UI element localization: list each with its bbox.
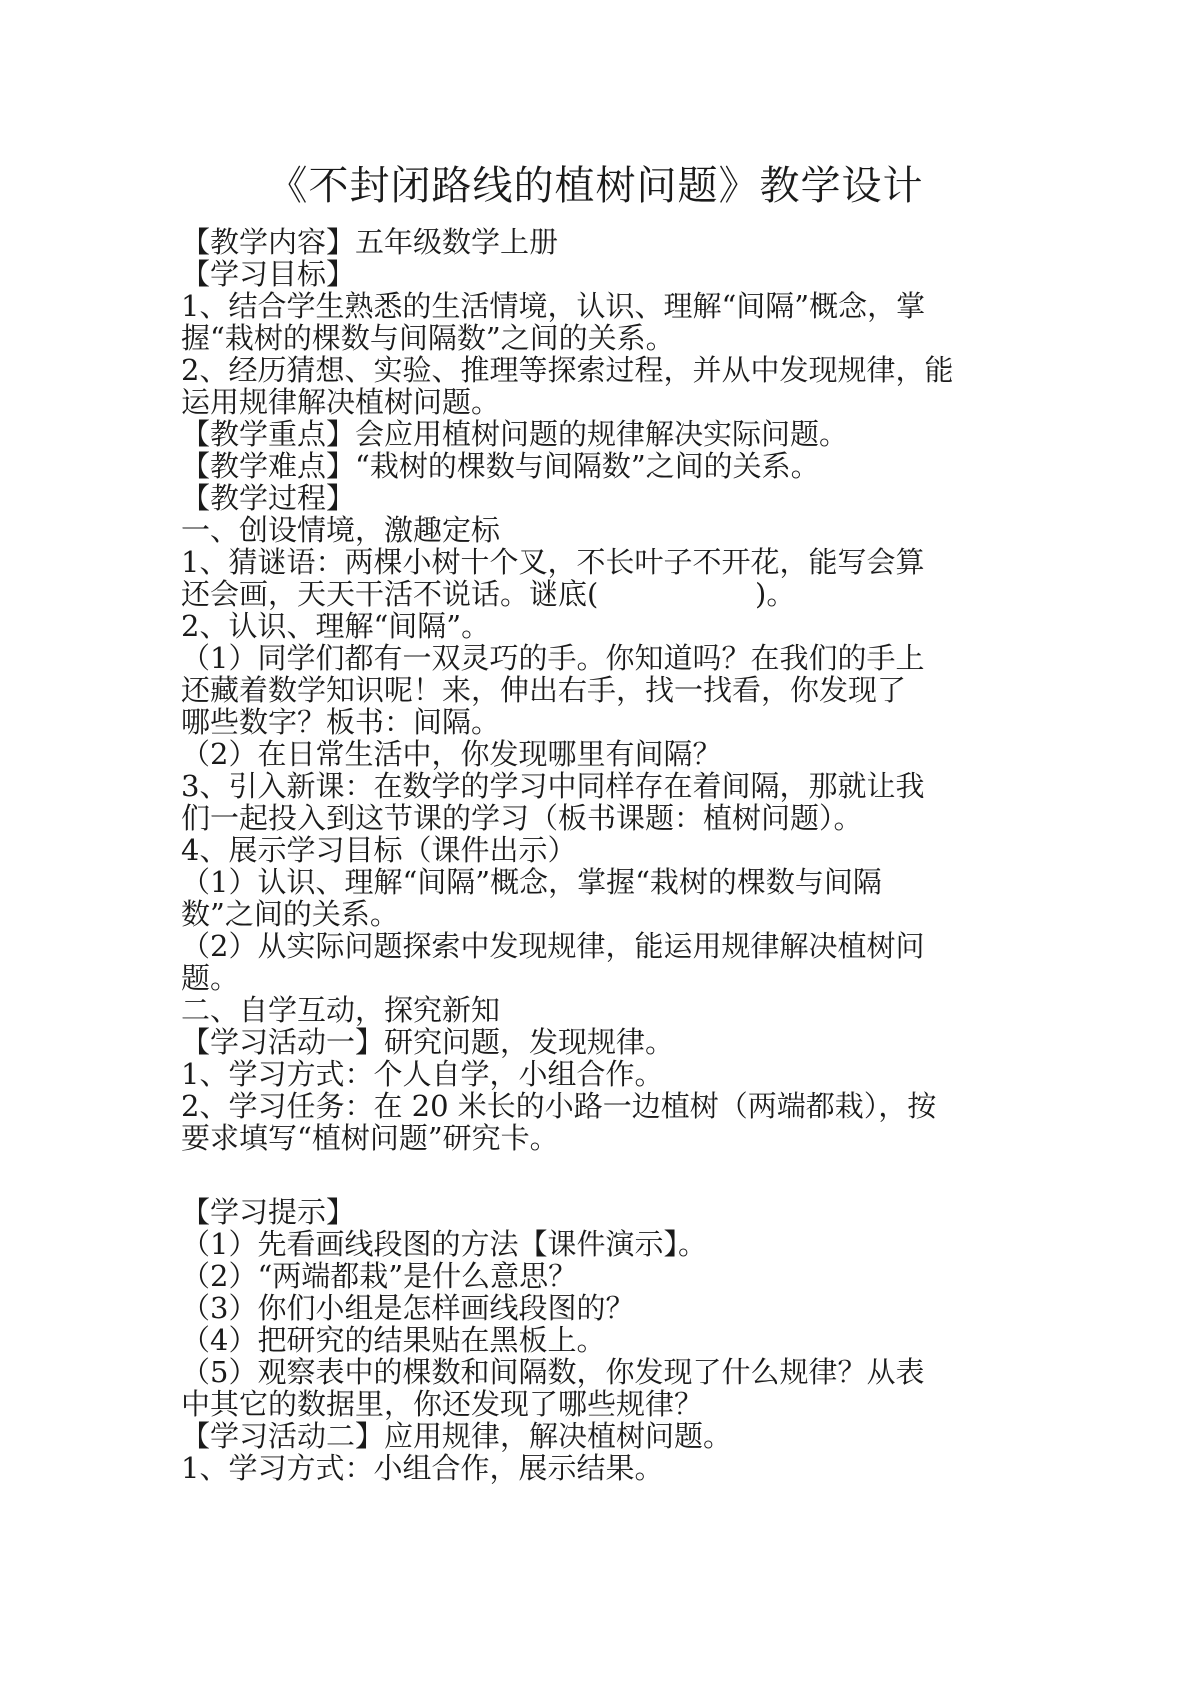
text-line: 数”之间的关系。 xyxy=(181,897,399,931)
text-line: 2、认识、理解“间隔”。 xyxy=(181,609,491,643)
text-line: 运用规律解决植树问题。 xyxy=(181,385,501,419)
text-line: （3）你们小组是怎样画线段图的？ xyxy=(181,1291,635,1325)
text-line: 【教学内容】五年级数学上册 xyxy=(181,225,559,259)
text-line: 一、创设情境，激趣定标 xyxy=(181,513,501,547)
text-line: 【教学过程】 xyxy=(181,481,356,515)
text-line: （1）先看画线段图的方法【课件演示】。 xyxy=(181,1227,707,1261)
text-line: （1）认识、理解“间隔”概念，掌握“栽树的棵数与间隔 xyxy=(181,865,882,899)
text-line: 【学习目标】 xyxy=(181,257,356,291)
text-line: 还会画，天天干活不说话。谜底( )。 xyxy=(181,577,796,611)
text-line: 3、引入新课：在数学的学习中同样存在着间隔，那就让我 xyxy=(181,769,925,803)
text-line: 1、结合学生熟悉的生活情境，认识、理解“间隔”概念，掌 xyxy=(181,289,926,323)
text-line: 2、学习任务：在 20 米长的小路一边植树（两端都栽），按 xyxy=(181,1089,937,1123)
text-line: 中其它的数据里，你还发现了哪些规律？ xyxy=(181,1387,704,1421)
text-line: 二、自学互动，探究新知 xyxy=(181,993,501,1027)
text-line: 【学习提示】 xyxy=(181,1195,356,1229)
document-body xyxy=(181,226,1013,1484)
text-line: （2）在日常生活中，你发现哪里有间隔？ xyxy=(181,737,722,771)
text-line: 【教学重点】会应用植树问题的规律解决实际问题。 xyxy=(181,417,849,451)
text-line: 们一起投入到这节课的学习（板书课题：植树问题）。 xyxy=(181,801,863,835)
page-title: 《不封闭路线的植树问题》教学设计 xyxy=(267,163,924,209)
text-line: 握“栽树的棵数与间隔数”之间的关系。 xyxy=(181,321,675,355)
text-line: （4）把研究的结果贴在黑板上。 xyxy=(181,1323,606,1357)
text-line: 4、展示学习目标（课件出示） xyxy=(181,833,577,867)
text-line: 1、学习方式：个人自学，小组合作。 xyxy=(181,1057,664,1091)
text-line: （2）从实际问题探索中发现规律，能运用规律解决植树问 xyxy=(181,929,925,963)
text-line: （2）“两端都栽”是什么意思？ xyxy=(181,1259,578,1293)
blank-spacer xyxy=(181,1154,1013,1196)
text-line: （1）同学们都有一双灵巧的手。你知道吗？在我们的手上 xyxy=(181,641,925,675)
text-line: （5）观察表中的棵数和间隔数，你发现了什么规律？从表 xyxy=(181,1355,925,1389)
text-line: 要求填写“植树问题”研究卡。 xyxy=(181,1121,559,1155)
text-line: 哪些数字？板书：间隔。 xyxy=(181,705,501,739)
text-line: 【学习活动二】应用规律，解决植树问题。 xyxy=(181,1419,733,1453)
text-line: 2、经历猜想、实验、推理等探索过程，并从中发现规律，能 xyxy=(181,353,954,387)
text-line: 【教学难点】“栽树的棵数与间隔数”之间的关系。 xyxy=(181,449,820,483)
text-line: 题。 xyxy=(181,961,240,995)
text-line: 还藏着数学知识呢！来，伸出右手，找一找看，你发现了 xyxy=(181,673,907,707)
text-line: 1、猜谜语：两棵小树十个叉，不长叶子不开花，能写会算 xyxy=(181,545,925,579)
text-line: 【学习活动一】研究问题，发现规律。 xyxy=(181,1025,675,1059)
text-line: 1、学习方式：小组合作，展示结果。 xyxy=(181,1451,664,1485)
